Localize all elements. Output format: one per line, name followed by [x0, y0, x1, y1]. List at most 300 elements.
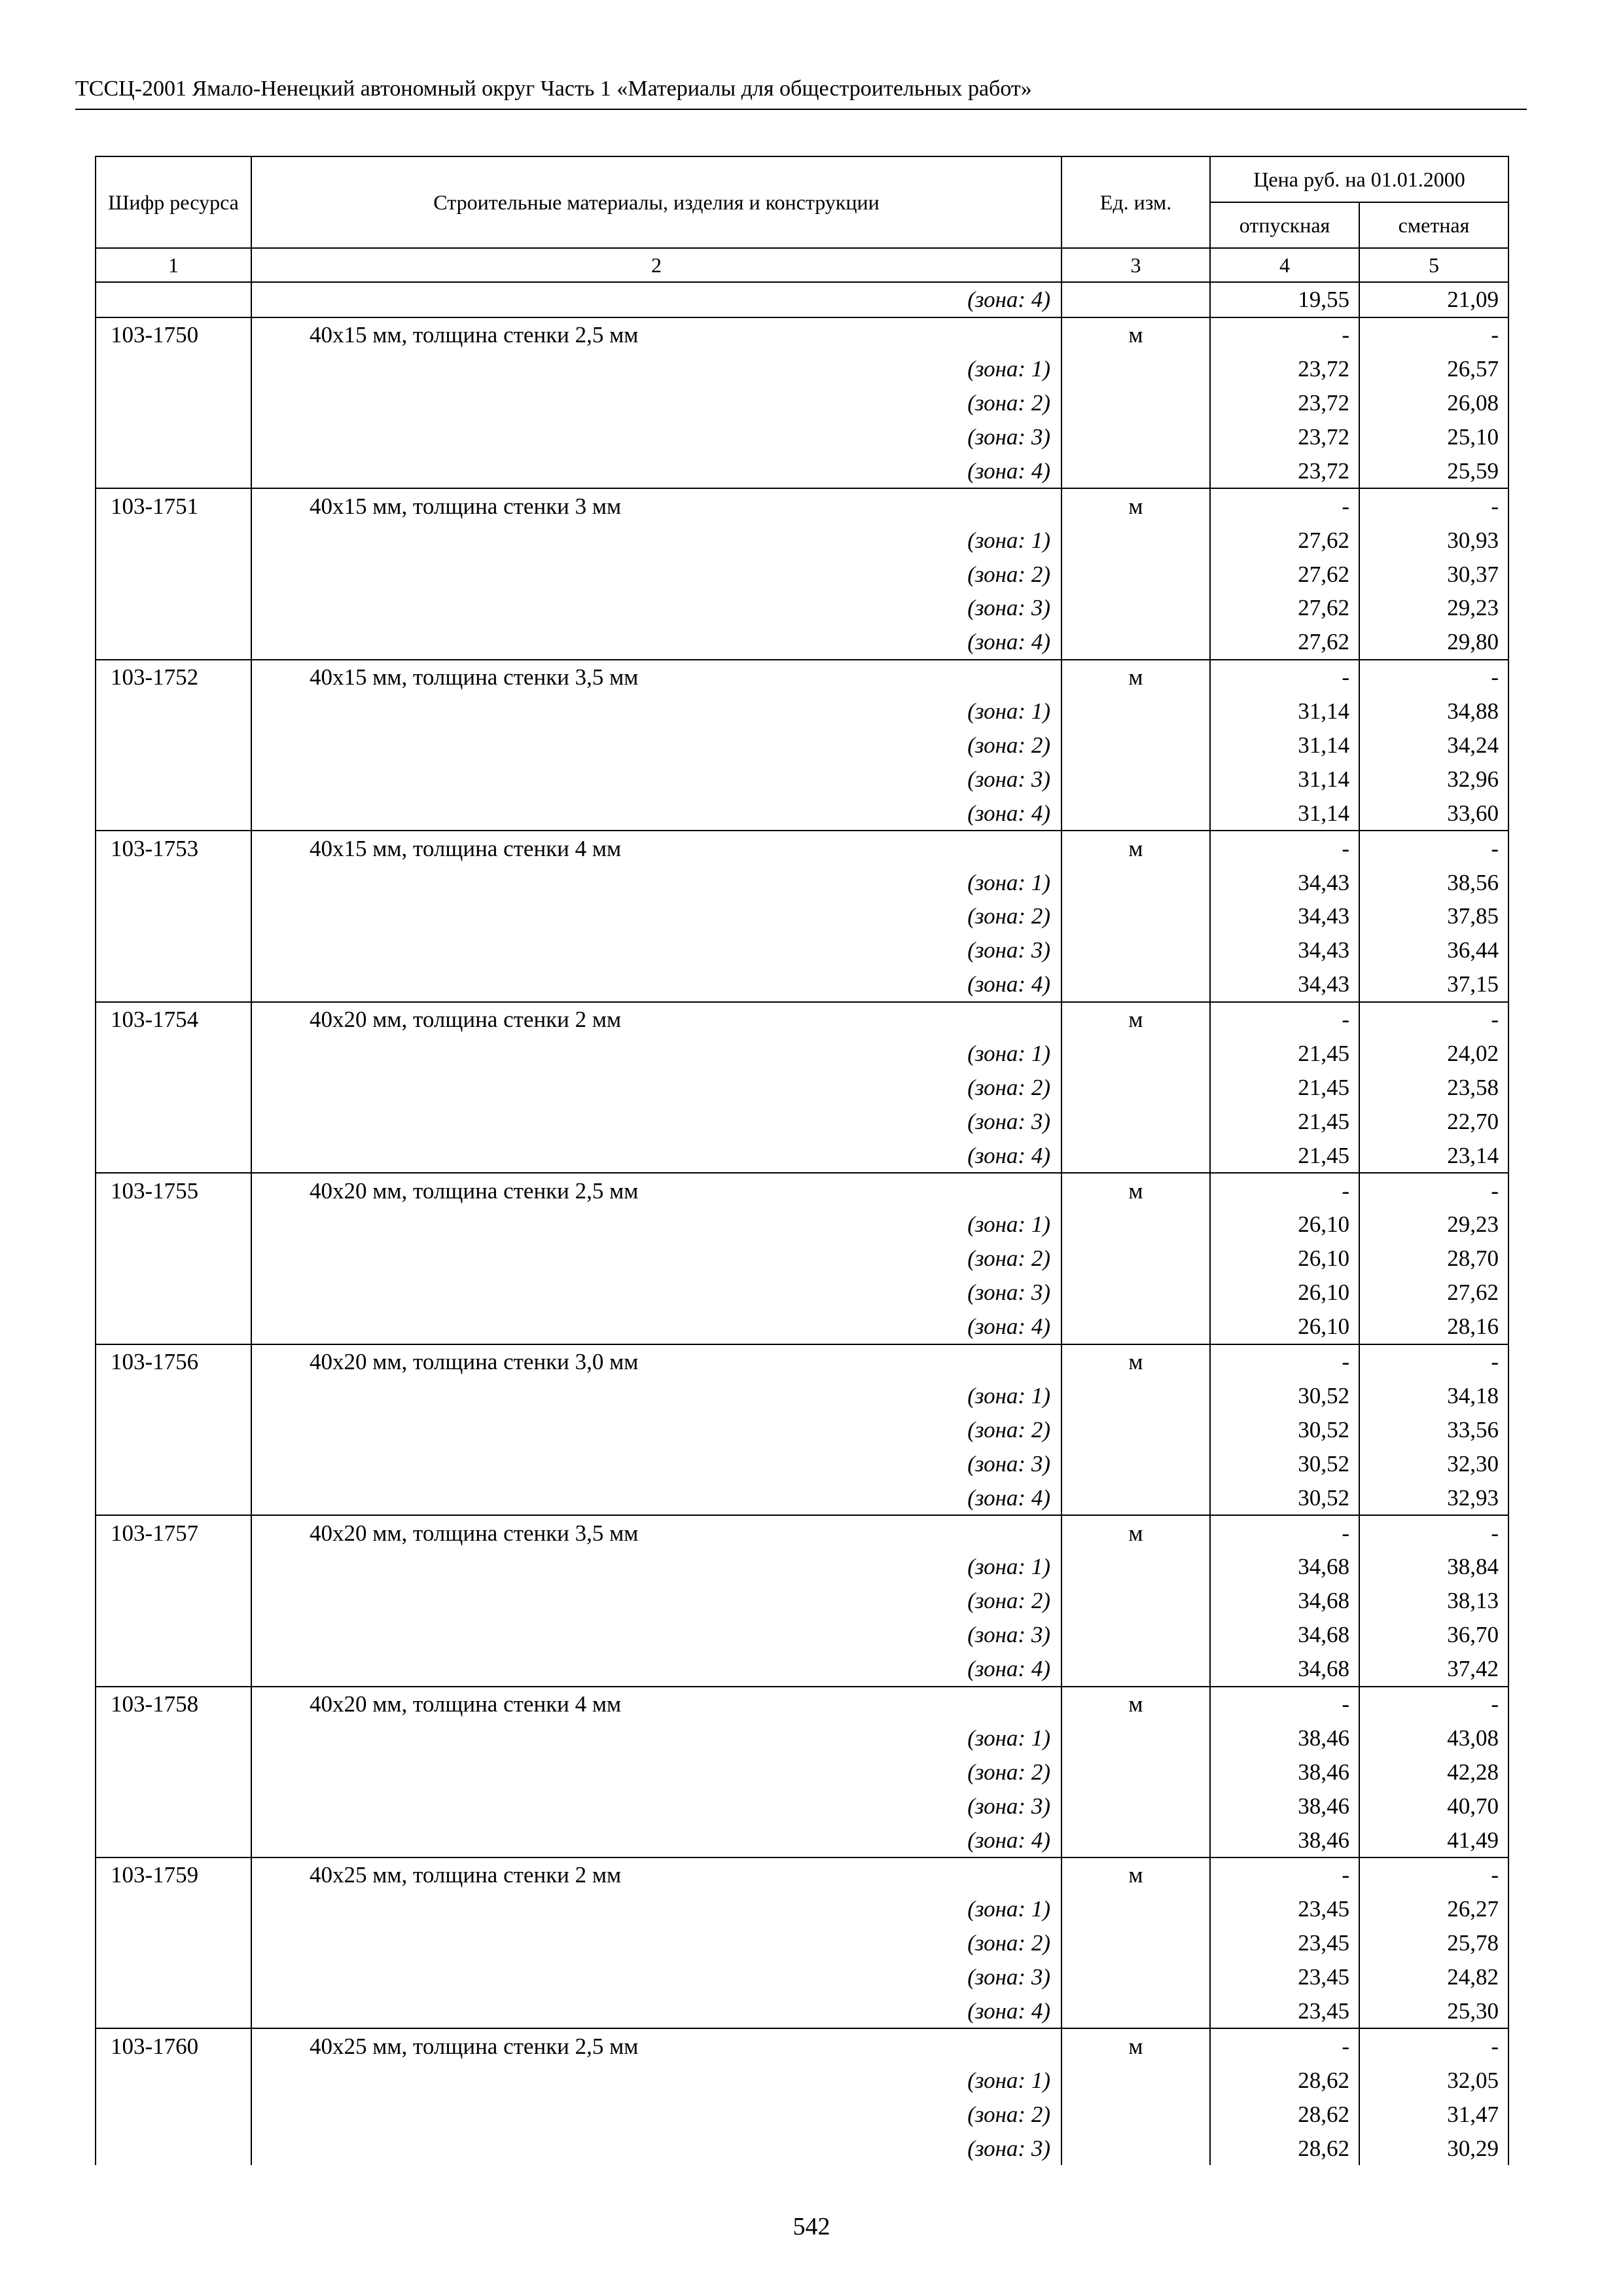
- resource-code-cell: [96, 1446, 251, 1480]
- table-row-item: [96, 1173, 1508, 1208]
- table-row-zone: [96, 1412, 1508, 1446]
- table-row-zone: [96, 2063, 1508, 2097]
- release-price-cell: 23,45: [1210, 1892, 1359, 1926]
- unit-cell: м: [1061, 1687, 1210, 1721]
- estimate-price-cell: 22,70: [1359, 1104, 1508, 1138]
- release-price-cell: 34,43: [1210, 899, 1359, 933]
- resource-code-cell: [96, 1652, 251, 1687]
- table-row-zone: [96, 625, 1508, 660]
- table-row-zone: [96, 1789, 1508, 1823]
- release-price-cell: -: [1210, 1515, 1359, 1550]
- unit-cell: [1061, 352, 1210, 386]
- estimate-price-cell: 34,18: [1359, 1379, 1508, 1413]
- zone-label-cell: (зона: 3): [251, 1104, 1061, 1138]
- release-price-cell: 23,72: [1210, 454, 1359, 488]
- table-row-item: [96, 2028, 1508, 2063]
- estimate-price-cell: 37,85: [1359, 899, 1508, 933]
- table-row-zone: [96, 1310, 1508, 1344]
- unit-cell: м: [1061, 2028, 1210, 2063]
- estimate-price-cell: 32,96: [1359, 762, 1508, 796]
- table-row-zone: [96, 1652, 1508, 1687]
- release-price-cell: 23,72: [1210, 420, 1359, 454]
- header-price-group: Цена руб. на 01.01.2000: [1210, 156, 1508, 202]
- resource-code-cell: [96, 625, 251, 660]
- zone-label-cell: (зона: 4): [251, 1138, 1061, 1173]
- zone-label-cell: (зона: 4): [251, 282, 1061, 317]
- release-price-cell: 23,45: [1210, 1960, 1359, 1994]
- estimate-price-cell: 36,70: [1359, 1618, 1508, 1652]
- release-price-cell: 38,46: [1210, 1789, 1359, 1823]
- estimate-price-cell: 32,30: [1359, 1446, 1508, 1480]
- table-row-zone: [96, 1823, 1508, 1857]
- resource-code-cell: [96, 1104, 251, 1138]
- estimate-price-cell: -: [1359, 488, 1508, 523]
- resource-code-cell: [96, 1379, 251, 1413]
- zone-label-cell: (зона: 1): [251, 865, 1061, 899]
- resource-code-cell: [96, 1070, 251, 1104]
- table-row-zone: [96, 1446, 1508, 1480]
- table-header: [96, 156, 1508, 282]
- estimate-price-cell: 29,80: [1359, 625, 1508, 660]
- unit-cell: м: [1061, 831, 1210, 865]
- material-name-cell: 40х20 мм, толщина стенки 4 мм: [251, 1687, 1061, 1721]
- resource-code-cell: 103-1758: [96, 1687, 251, 1721]
- zone-label-cell: (зона: 3): [251, 1618, 1061, 1652]
- release-price-cell: -: [1210, 1687, 1359, 1721]
- release-price-cell: -: [1210, 831, 1359, 865]
- estimate-price-cell: -: [1359, 1857, 1508, 1892]
- zone-label-cell: (зона: 1): [251, 523, 1061, 557]
- unit-cell: [1061, 2063, 1210, 2097]
- header-col-number: 2: [251, 248, 1061, 282]
- resource-code-cell: [96, 728, 251, 762]
- table-row-zone: [96, 1892, 1508, 1926]
- release-price-cell: 30,52: [1210, 1446, 1359, 1480]
- resource-code-cell: 103-1750: [96, 317, 251, 352]
- table-row-zone: [96, 1550, 1508, 1584]
- zone-label-cell: (зона: 3): [251, 1276, 1061, 1310]
- release-price-cell: -: [1210, 1857, 1359, 1892]
- header-col-number: 1: [96, 248, 251, 282]
- zone-label-cell: (зона: 4): [251, 1480, 1061, 1515]
- unit-cell: [1061, 420, 1210, 454]
- estimate-price-cell: 24,82: [1359, 1960, 1508, 1994]
- resource-code-cell: [96, 591, 251, 625]
- table-row-zone: [96, 282, 1508, 317]
- estimate-price-cell: 25,59: [1359, 454, 1508, 488]
- estimate-price-cell: 31,47: [1359, 2097, 1508, 2131]
- unit-cell: [1061, 1412, 1210, 1446]
- resource-code-cell: [96, 1755, 251, 1789]
- material-name-cell: 40х25 мм, толщина стенки 2 мм: [251, 1857, 1061, 1892]
- release-price-cell: 21,45: [1210, 1070, 1359, 1104]
- table-row-zone: [96, 454, 1508, 488]
- table-row-zone: [96, 1584, 1508, 1618]
- zone-label-cell: (зона: 4): [251, 1652, 1061, 1687]
- unit-cell: [1061, 1379, 1210, 1413]
- unit-cell: [1061, 899, 1210, 933]
- estimate-price-cell: 26,57: [1359, 352, 1508, 386]
- release-price-cell: -: [1210, 1173, 1359, 1208]
- table-row-item: [96, 488, 1508, 523]
- unit-cell: [1061, 1242, 1210, 1276]
- material-name-cell: 40х25 мм, толщина стенки 2,5 мм: [251, 2028, 1061, 2063]
- release-price-cell: 31,14: [1210, 762, 1359, 796]
- release-price-cell: -: [1210, 488, 1359, 523]
- release-price-cell: 38,46: [1210, 1823, 1359, 1857]
- header-release-price: отпускная: [1210, 202, 1359, 248]
- unit-cell: [1061, 796, 1210, 831]
- resource-code-cell: [96, 2131, 251, 2165]
- zone-label-cell: (зона: 3): [251, 1789, 1061, 1823]
- unit-cell: [1061, 1618, 1210, 1652]
- resource-code-cell: [96, 1892, 251, 1926]
- document-title: ТССЦ-2001 Ямало-Ненецкий автономный округ Часть 1 «Материалы для общестроительных работ»: [75, 77, 1032, 101]
- release-price-cell: 27,62: [1210, 591, 1359, 625]
- resource-code-cell: [96, 557, 251, 591]
- table-row-zone: [96, 386, 1508, 420]
- unit-cell: [1061, 454, 1210, 488]
- table-row-zone: [96, 1242, 1508, 1276]
- material-name-cell: 40х20 мм, толщина стенки 2,5 мм: [251, 1173, 1061, 1208]
- zone-label-cell: (зона: 1): [251, 352, 1061, 386]
- estimate-price-cell: 30,29: [1359, 2131, 1508, 2165]
- unit-cell: [1061, 2131, 1210, 2165]
- table-row-zone: [96, 352, 1508, 386]
- release-price-cell: 27,62: [1210, 625, 1359, 660]
- zone-label-cell: (зона: 2): [251, 1412, 1061, 1446]
- material-name-cell: 40х20 мм, толщина стенки 3,0 мм: [251, 1344, 1061, 1379]
- release-price-cell: 34,43: [1210, 933, 1359, 967]
- zone-label-cell: (зона: 3): [251, 762, 1061, 796]
- resource-code-cell: [96, 899, 251, 933]
- zone-label-cell: (зона: 4): [251, 967, 1061, 1002]
- estimate-price-cell: 37,15: [1359, 967, 1508, 1002]
- release-price-cell: 38,46: [1210, 1721, 1359, 1755]
- resource-code-cell: [96, 694, 251, 728]
- zone-label-cell: (зона: 4): [251, 1994, 1061, 2029]
- table-row-zone: [96, 2097, 1508, 2131]
- release-price-cell: 27,62: [1210, 523, 1359, 557]
- header-unit: Ед. изм.: [1061, 156, 1210, 248]
- unit-cell: м: [1061, 1344, 1210, 1379]
- release-price-cell: 28,62: [1210, 2131, 1359, 2165]
- zone-label-cell: (зона: 4): [251, 454, 1061, 488]
- table-row-zone: [96, 1721, 1508, 1755]
- release-price-cell: 31,14: [1210, 796, 1359, 831]
- estimate-price-cell: 34,88: [1359, 694, 1508, 728]
- resource-code-cell: [96, 1618, 251, 1652]
- zone-label-cell: (зона: 1): [251, 1892, 1061, 1926]
- release-price-cell: 34,68: [1210, 1584, 1359, 1618]
- zone-label-cell: (зона: 1): [251, 1721, 1061, 1755]
- resource-code-cell: [96, 1721, 251, 1755]
- table-row-zone: [96, 1618, 1508, 1652]
- table-row-zone: [96, 1138, 1508, 1173]
- table-row-zone: [96, 762, 1508, 796]
- table-row-zone: [96, 420, 1508, 454]
- material-name-cell: 40х15 мм, толщина стенки 2,5 мм: [251, 317, 1061, 352]
- estimate-price-cell: 25,10: [1359, 420, 1508, 454]
- release-price-cell: 21,45: [1210, 1138, 1359, 1173]
- estimate-price-cell: -: [1359, 1344, 1508, 1379]
- table-row-zone: [96, 1104, 1508, 1138]
- unit-cell: [1061, 1446, 1210, 1480]
- release-price-cell: -: [1210, 1344, 1359, 1379]
- release-price-cell: 38,46: [1210, 1755, 1359, 1789]
- zone-label-cell: (зона: 2): [251, 1755, 1061, 1789]
- resource-code-cell: [96, 1276, 251, 1310]
- zone-label-cell: (зона: 3): [251, 1446, 1061, 1480]
- unit-cell: м: [1061, 488, 1210, 523]
- release-price-cell: 23,45: [1210, 1994, 1359, 2029]
- unit-cell: [1061, 1480, 1210, 1515]
- release-price-cell: -: [1210, 660, 1359, 694]
- estimate-price-cell: -: [1359, 2028, 1508, 2063]
- unit-cell: [1061, 762, 1210, 796]
- unit-cell: [1061, 1104, 1210, 1138]
- release-price-cell: 34,68: [1210, 1550, 1359, 1584]
- resource-code-cell: [96, 1960, 251, 1994]
- estimate-price-cell: 26,27: [1359, 1892, 1508, 1926]
- unit-cell: [1061, 557, 1210, 591]
- release-price-cell: 30,52: [1210, 1412, 1359, 1446]
- unit-cell: [1061, 1070, 1210, 1104]
- resource-code-cell: [96, 967, 251, 1002]
- zone-label-cell: (зона: 3): [251, 420, 1061, 454]
- material-name-cell: 40х15 мм, толщина стенки 3 мм: [251, 488, 1061, 523]
- table-row-zone: [96, 1037, 1508, 1071]
- zone-label-cell: (зона: 3): [251, 2131, 1061, 2165]
- table-row-item: [96, 1515, 1508, 1550]
- release-price-cell: -: [1210, 2028, 1359, 2063]
- resource-code-cell: [96, 352, 251, 386]
- unit-cell: [1061, 2097, 1210, 2131]
- table-row-zone: [96, 2131, 1508, 2165]
- estimate-price-cell: -: [1359, 831, 1508, 865]
- zone-label-cell: (зона: 3): [251, 591, 1061, 625]
- release-price-cell: 30,52: [1210, 1480, 1359, 1515]
- table-row-zone: [96, 1994, 1508, 2029]
- resource-code-cell: 103-1756: [96, 1344, 251, 1379]
- estimate-price-cell: 23,58: [1359, 1070, 1508, 1104]
- estimate-price-cell: 28,16: [1359, 1310, 1508, 1344]
- resource-code-cell: 103-1759: [96, 1857, 251, 1892]
- estimate-price-cell: 28,70: [1359, 1242, 1508, 1276]
- estimate-price-cell: 41,49: [1359, 1823, 1508, 1857]
- unit-cell: [1061, 386, 1210, 420]
- table-row-zone: [96, 1276, 1508, 1310]
- unit-cell: м: [1061, 1515, 1210, 1550]
- release-price-cell: -: [1210, 1002, 1359, 1037]
- release-price-cell: 28,62: [1210, 2063, 1359, 2097]
- estimate-price-cell: -: [1359, 660, 1508, 694]
- unit-cell: [1061, 694, 1210, 728]
- table-row-zone: [96, 591, 1508, 625]
- price-table: [95, 156, 1509, 2165]
- resource-code-cell: 103-1752: [96, 660, 251, 694]
- zone-label-cell: (зона: 2): [251, 557, 1061, 591]
- unit-cell: [1061, 1550, 1210, 1584]
- zone-label-cell: (зона: 4): [251, 625, 1061, 660]
- table-row-zone: [96, 523, 1508, 557]
- estimate-price-cell: 34,24: [1359, 728, 1508, 762]
- header-resource-code: Шифр ресурса: [96, 156, 251, 248]
- release-price-cell: 21,45: [1210, 1104, 1359, 1138]
- estimate-price-cell: 40,70: [1359, 1789, 1508, 1823]
- resource-code-cell: [96, 1789, 251, 1823]
- estimate-price-cell: -: [1359, 1173, 1508, 1208]
- estimate-price-cell: 38,56: [1359, 865, 1508, 899]
- release-price-cell: 28,62: [1210, 2097, 1359, 2131]
- unit-cell: [1061, 1892, 1210, 1926]
- resource-code-cell: 103-1755: [96, 1173, 251, 1208]
- unit-cell: м: [1061, 1002, 1210, 1037]
- unit-cell: [1061, 865, 1210, 899]
- zone-label-cell: (зона: 2): [251, 728, 1061, 762]
- estimate-price-cell: 29,23: [1359, 591, 1508, 625]
- page-number: 542: [793, 2213, 830, 2240]
- document-header: [75, 73, 1527, 110]
- table-row-zone: [96, 1070, 1508, 1104]
- zone-label-cell: (зона: 4): [251, 1823, 1061, 1857]
- resource-code-cell: 103-1760: [96, 2028, 251, 2063]
- zone-label-cell: (зона: 4): [251, 1310, 1061, 1344]
- unit-cell: м: [1061, 660, 1210, 694]
- resource-code-cell: 103-1754: [96, 1002, 251, 1037]
- zone-label-cell: (зона: 1): [251, 1208, 1061, 1242]
- release-price-cell: 34,43: [1210, 967, 1359, 1002]
- table-row-zone: [96, 1208, 1508, 1242]
- zone-label-cell: (зона: 1): [251, 1550, 1061, 1584]
- resource-code-cell: [96, 1412, 251, 1446]
- table-row-item: [96, 660, 1508, 694]
- zone-label-cell: (зона: 4): [251, 796, 1061, 831]
- estimate-price-cell: 25,78: [1359, 1926, 1508, 1960]
- table-row-zone: [96, 694, 1508, 728]
- material-name-cell: 40х20 мм, толщина стенки 2 мм: [251, 1002, 1061, 1037]
- estimate-price-cell: 42,28: [1359, 1755, 1508, 1789]
- resource-code-cell: [96, 282, 251, 317]
- resource-code-cell: [96, 1480, 251, 1515]
- release-price-cell: 30,52: [1210, 1379, 1359, 1413]
- zone-label-cell: (зона: 1): [251, 694, 1061, 728]
- unit-cell: [1061, 933, 1210, 967]
- header-col-number: 3: [1061, 248, 1210, 282]
- release-price-cell: 34,68: [1210, 1652, 1359, 1687]
- release-price-cell: 26,10: [1210, 1242, 1359, 1276]
- unit-cell: [1061, 1926, 1210, 1960]
- resource-code-cell: [96, 865, 251, 899]
- estimate-price-cell: 38,84: [1359, 1550, 1508, 1584]
- resource-code-cell: [96, 1208, 251, 1242]
- release-price-cell: 21,45: [1210, 1037, 1359, 1071]
- unit-cell: [1061, 1721, 1210, 1755]
- resource-code-cell: [96, 420, 251, 454]
- unit-cell: [1061, 523, 1210, 557]
- unit-cell: [1061, 1208, 1210, 1242]
- release-price-cell: 26,10: [1210, 1276, 1359, 1310]
- table-row-zone: [96, 865, 1508, 899]
- table-row-item: [96, 1344, 1508, 1379]
- estimate-price-cell: 26,08: [1359, 386, 1508, 420]
- zone-label-cell: (зона: 2): [251, 899, 1061, 933]
- table-row-item: [96, 317, 1508, 352]
- estimate-price-cell: -: [1359, 1002, 1508, 1037]
- material-name-cell: 40х15 мм, толщина стенки 3,5 мм: [251, 660, 1061, 694]
- resource-code-cell: 103-1751: [96, 488, 251, 523]
- material-name-cell: 40х15 мм, толщина стенки 4 мм: [251, 831, 1061, 865]
- estimate-price-cell: 32,93: [1359, 1480, 1508, 1515]
- unit-cell: [1061, 1755, 1210, 1789]
- release-price-cell: 23,72: [1210, 352, 1359, 386]
- header-col-number: 4: [1210, 248, 1359, 282]
- table-row-zone: [96, 967, 1508, 1002]
- zone-label-cell: (зона: 1): [251, 2063, 1061, 2097]
- unit-cell: [1061, 1994, 1210, 2029]
- unit-cell: [1061, 728, 1210, 762]
- material-name-cell: 40х20 мм, толщина стенки 3,5 мм: [251, 1515, 1061, 1550]
- unit-cell: [1061, 1960, 1210, 1994]
- zone-label-cell: (зона: 3): [251, 933, 1061, 967]
- unit-cell: [1061, 625, 1210, 660]
- estimate-price-cell: 23,14: [1359, 1138, 1508, 1173]
- zone-label-cell: (зона: 1): [251, 1379, 1061, 1413]
- release-price-cell: 31,14: [1210, 694, 1359, 728]
- zone-label-cell: (зона: 2): [251, 1242, 1061, 1276]
- unit-cell: [1061, 1310, 1210, 1344]
- resource-code-cell: [96, 933, 251, 967]
- header-estimate-price: сметная: [1359, 202, 1508, 248]
- estimate-price-cell: -: [1359, 1687, 1508, 1721]
- unit-cell: [1061, 1138, 1210, 1173]
- estimate-price-cell: 21,09: [1359, 282, 1508, 317]
- header-materials: Строительные материалы, изделия и конструкции: [251, 156, 1061, 248]
- table-row-zone: [96, 1480, 1508, 1515]
- estimate-price-cell: 38,13: [1359, 1584, 1508, 1618]
- resource-code-cell: [96, 1550, 251, 1584]
- table-row-zone: [96, 728, 1508, 762]
- zone-label-cell: (зона: 3): [251, 1960, 1061, 1994]
- estimate-price-cell: 30,93: [1359, 523, 1508, 557]
- resource-code-cell: [96, 1310, 251, 1344]
- resource-code-cell: [96, 454, 251, 488]
- resource-code-cell: [96, 523, 251, 557]
- resource-code-cell: [96, 386, 251, 420]
- unit-cell: м: [1061, 1857, 1210, 1892]
- release-price-cell: 26,10: [1210, 1310, 1359, 1344]
- zone-label-cell: (зона: 2): [251, 386, 1061, 420]
- table-row-item: [96, 1687, 1508, 1721]
- unit-cell: [1061, 591, 1210, 625]
- table-row-zone: [96, 1755, 1508, 1789]
- resource-code-cell: [96, 762, 251, 796]
- resource-code-cell: [96, 1994, 251, 2029]
- resource-code-cell: [96, 1138, 251, 1173]
- release-price-cell: 23,45: [1210, 1926, 1359, 1960]
- release-price-cell: 31,14: [1210, 728, 1359, 762]
- resource-code-cell: [96, 1926, 251, 1960]
- unit-cell: [1061, 1584, 1210, 1618]
- table-body: [96, 282, 1508, 2165]
- estimate-price-cell: 32,05: [1359, 2063, 1508, 2097]
- resource-code-cell: [96, 1037, 251, 1071]
- release-price-cell: 26,10: [1210, 1208, 1359, 1242]
- estimate-price-cell: 37,42: [1359, 1652, 1508, 1687]
- estimate-price-cell: 27,62: [1359, 1276, 1508, 1310]
- table-row-item: [96, 831, 1508, 865]
- unit-cell: м: [1061, 317, 1210, 352]
